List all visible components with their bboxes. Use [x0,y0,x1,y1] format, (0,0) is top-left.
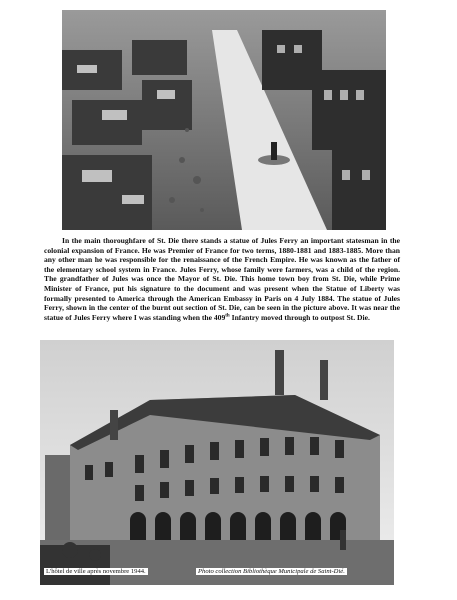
bottom-photograph [40,340,394,585]
paragraph-text-part2: Infantry moved through to outpost St. Die. [229,312,370,322]
body-paragraph [44,236,400,322]
paragraph-text-part1: In the main thoroughfare of St. Die there stands a statue of Jules Ferry an important statesman in the colonial expansion of France. He was Premier of France for two terms, 1880-1881 and 1883-1885. More than any other man he was responsible for the renaissance of the French Empire. He was known as the father of the elementary school system in France. Jules Ferry, whose family were farmers, was a child of the region. The grandfather of Jules was once the Mayor of St. Die. This home town boy from St. Die, while Prime Minister of France, put his signature to the document and was present when the Statue of Liberty was formally presented to America through the American Embassy in Paris on 4 July 1884. The statue of Jules Ferry, shown in the center of the burnt out section of St. Die, can be seen in the picture above. It was near the statue of Jules Ferry where I was standing when the 409 [44,236,400,322]
top-photograph [62,10,386,230]
aerial-street-ruins-image [62,10,386,230]
photo-caption-location: L'hôtel de ville après novembre 1944. [46,568,146,575]
photo-caption-credit: Photo collection Bibliothèque Municipale de Saint-Dié. [198,568,345,575]
superscript-th: th [225,313,230,319]
town-hall-image [40,340,394,585]
